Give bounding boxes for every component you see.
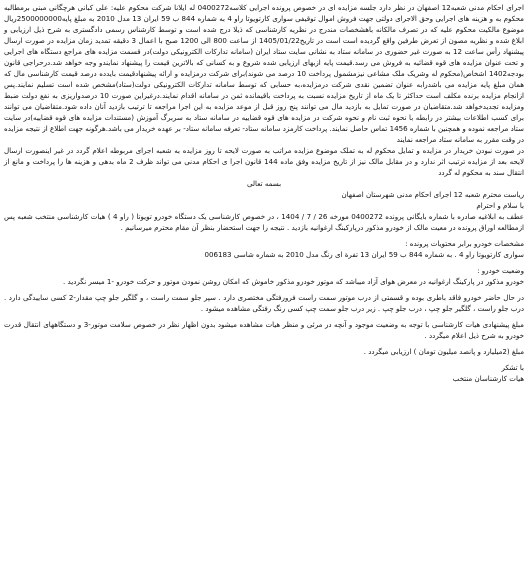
expert-report-intro: عطف به ابلاغیه صادره با شماره بایگانی پرونده 0400272 مورخه 26 / 7 / 1404 ، در خصوص کارشناسی یک دستگاه خودرو تویوتا ( راو 4 ) هیات کارشناسی منتخب شعبه پس ازمطالعه اوراق پرونده در معیت مالک از خودرو مذکور درپارکینگ ارغوانیه بازدید . نتیجه را جهت استحضار بنظر آن مقام محترم میرسانیم . bbox=[4, 212, 524, 232]
auction-announcement-paragraph: اجرای احکام مدنی شعبه12 اصفهان در نظر دارد جلسه مزایده ای در خصوص پرونده اجرایی کلاسه0400272 له ایلانا شرکت محکوم علیه: علی کبانی هرچگانی مبنی برمطالبه محکوم به و هزینه های اجرایی وحق الاجرای دولتی جهت فروش اموال توقیفی سواری کارتویوتا راو 4 به شماره 844 ب 59 ایران 13 مدل 2010 به مبلغ پایه2500000000ریال موضوع مالکیت محکوم علیه که در تصرف مالکانه باهشخصات مندرج در نظریه کارشناسی که ذیلا درج شده است و توسط کارشناس رسمی دادگستری به شرح ذیل ارزیابی و ابلاغ شده و نظریه مصون از تعرض طرفین واقع گردیده است است در تاریخ1405/01/22 از ساعت 800 الی 1200 صبح با اعمال 3 دقیقه تمدید زمان مزایده در صورت ارسال پیشنهاد رأس ساعت 12 به صورت غیر حضوری در سامانه ستاد به نشانی سایت ستاد ایران (سامانه تدارکات الکترونیکی دولت)در قسمت مزایده های مراجع دستگاه های اجرایی و تحت عنوان مزایده های قوه قضائیه به فروش می رسد.قیمت پایه ازبهای ارزیابی شده شروع و به کسانی که بالاترین قیمت را پیشنهاد نمایندو وجه خواهد شد.درحراجی قانون بودجه1402 اشخاص(محکوم له وشریک ملک مشاعی نیزمشمول پرداخت 10 درصد می شوند)برای شرکت درمزایده و ارائه پیشنهادقیمت بایدده درصد قیمت کارشناسی مال که همان مبلغ پایه مزایده می باشدرابه عنوان تضمین نقدی شرکت درمزایده،به حسابی که توسط سامانه تدارکات الکترونیکی دولت(ستاد)مشخص شده است تسلیم نمایند.پس ازانجام مزایده برنده مکلف است حداکثر تا یک ماه از تاریخ مزایده نسبت به پرداخت باقیمانده ثمن در سامانه اقدام نمایند.درغیراین صورت 10 درصدواریزی به نفع دولت ضبط ومزایده تجدیدخواهد شد.متقاضیان در صورت تمایل به بازدید مال می توانند پنج روز قبل از موعد مزایده به این اجرا مراجعه تا ترتیب بازدید آنان داده شود.متقاضیان می توانند برای کسب اطلاعات بیشتر در رابطه با نحوه ثبت نام و نحوه شرکت در مزایده های قوه قضاییه در سامانه ستاد به سربرگ آموزش (مستندات مزایده های قوه قضاییه)در سایت ستاد مراجعه نموده و همچنین با شماره 1456 تماس حاصل نمایند. پرداخت کارمزد سامانه ستاد- تعرفه سامانه ستاد- بر عهده خریدار می باشد.هرگونه جهت اطلاع از نتیجه مزایده در وقت مقرر به سامانه ستاد مراجعه نمایند bbox=[4, 3, 525, 144]
vehicle-specs-heading: مشخصات خودرو برابر محتویات پرونده : bbox=[405, 239, 524, 248]
signature: هیات کارشناسان منتخب bbox=[452, 374, 524, 383]
vehicle-condition-heading: وضعیت خودرو : bbox=[477, 266, 524, 275]
heading-bismillah: بسمه تعالی bbox=[246, 179, 282, 188]
owner-rights-paragraph: در صورت نبودن خریدار در مزایده و تمایل محکوم له به تملک موضوع مزایده مراتب به صورت لایحه تا روز مزایده به شعبه اجرای مربوطه اعلام گردد در غیر اینصورت ارسال لایحه بعد از مزایده ترتیب اثر ندارد و در مقابل مالک نیز از تاریخ مزایده وفق ماده 144 قانون اجرا ی احکام مدنی می تواند ظرف 2 ماه بدهی و هزینه ها را پرداخت و مانع از انتقال سند به محکوم له گردد bbox=[4, 146, 524, 177]
closing-thanks: با تشکر bbox=[501, 363, 524, 372]
vehicle-specs: سواری کارتویوتا راو 4 . به شماره 844 ب 59 ایران 13 تفرة ای رنگ مدل 2010 به شماره شاسی 006183 bbox=[204, 250, 524, 259]
vehicle-condition-item-2: در حال حاضر خودرو فاقد باطری بوده و قسمتی از درب موتور سمت راست فرورفتگی مختصری دارد . سپر جلو سمت راست ، و گلگیر جلو چپ مقدار-2 کسی ساییدگی دارد . درب جلو راست ، گلگیر جلو چپ ، درب جلو چپ . زیر درب جلو سمت چپ کسی رنگ رفتگی مشاهده میشود . bbox=[4, 293, 524, 313]
vehicle-condition-item-1: خودرو مذکور در پارکینگ ارغوانیه در معرض هوای آزاد میباشد که موتور خودرو مذکور خاموش که امکان روشن نمودن موتور و حرکت خودرو -1 میسر نگردید . bbox=[63, 277, 524, 286]
addressee: ریاست محترم شعبه 12 اجرای احکام مدنی شهرستان اصفهان bbox=[341, 190, 524, 199]
greeting: با سلام و احترام bbox=[476, 201, 524, 210]
vehicle-condition-item-3: مبلغ پیشنهادی هیات کارشناسی با توجه به وضعیت موجود و آنچه در مرئی و منظر هیات مشاهده میشود بدون اظهار نظر در خصوص سلامت موتور-3 و دستگاههای انتقال قدرت خودرو به شرح ذیل اعلام میگردد . bbox=[4, 320, 524, 340]
valuation-statement: مبلغ (2میلیارد و پانصد میلیون تومان ) ارزیابی میگردد . bbox=[363, 347, 524, 356]
